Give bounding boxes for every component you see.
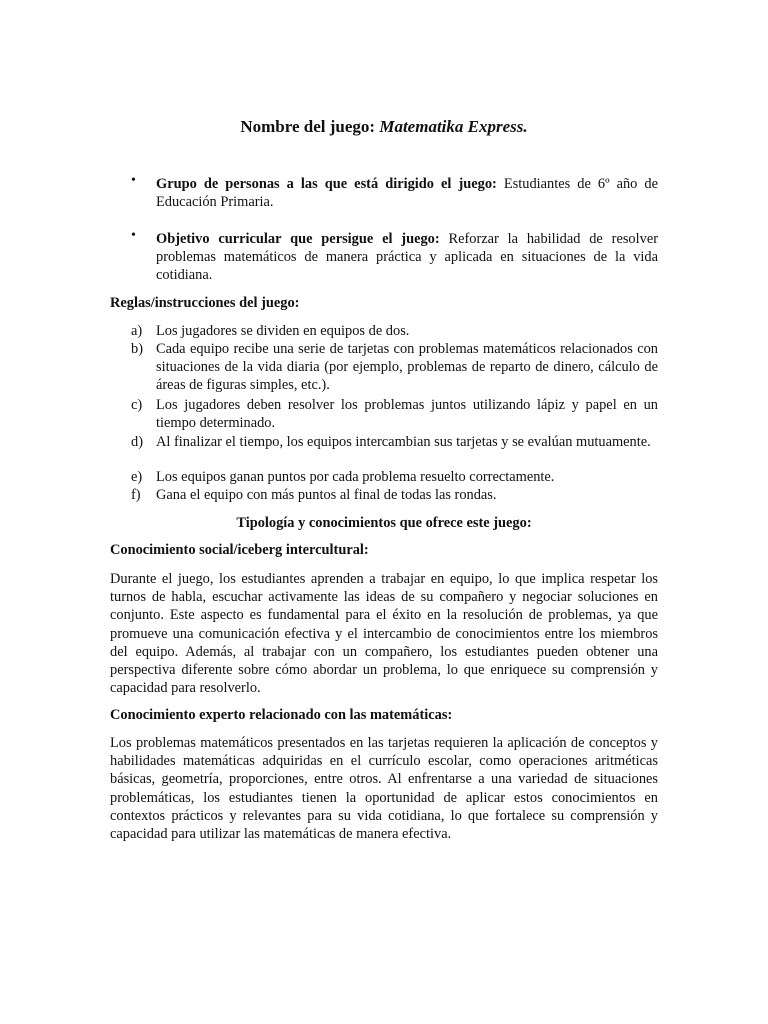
bullet-target-group [156, 175, 658, 211]
bullet-icon: • [131, 173, 136, 188]
typology-heading: Tipología y conocimientos que ofrece este juego: [236, 515, 532, 531]
rules-heading: Reglas/instrucciones del juego: [110, 295, 300, 311]
expert-paragraph: Los problemas matemáticos presentados en las tarjetas requieren la aplicación de conceptos y habilidades matemáticas adquiridas en el currículo escolar, como operaciones aritméticas básicas, geometría, proporciones, entre otros. Al enfrentarse a una variedad de situaciones problemáticas, los estudiantes tienen la oportunidad de aplicar estos conocimientos en contextos prácticos y relevantes para su vida cotidiana, lo que fortalece su comprensión y capacidad para utilizar las matemáticas de manera efectiva. [110, 735, 658, 843]
bullet-text: Reforzar la habilidad de resolver problemas matemáticos de manera práctica y aplicada en situaciones de la vida cotidiana. [156, 231, 658, 284]
list-marker: f) [131, 487, 141, 503]
list-marker: d) [131, 434, 143, 450]
list-marker: c) [131, 397, 143, 413]
game-name: Matematika Express. [379, 117, 528, 136]
document-title [0, 116, 768, 138]
list-item: Los equipos ganan puntos por cada problema resuelto correctamente. [156, 469, 555, 485]
expert-heading: Conocimiento experto relacionado con las matemáticas: [110, 707, 453, 723]
list-marker: a) [131, 323, 143, 339]
bullet-label: Objetivo curricular que persigue el juego: [156, 231, 440, 247]
title-label: Nombre del juego: [240, 117, 380, 136]
list-item: Gana el equipo con más puntos al final de todas las rondas. [156, 487, 497, 503]
list-item: Cada equipo recibe una serie de tarjetas con problemas matemáticos relacionados con situaciones de la vida diaria (por ejemplo, problemas de reparto de dinero, cálculo de áreas de figuras simples, etc.). [156, 341, 658, 394]
bullet-icon: • [131, 228, 136, 243]
list-item: Al finalizar el tiempo, los equipos intercambian sus tarjetas y se evalúan mutuamente. [156, 434, 651, 450]
list-item: Los jugadores deben resolver los problemas juntos utilizando lápiz y papel en un tiempo determinado. [156, 397, 658, 432]
list-marker: e) [131, 469, 143, 485]
bullet-curricular-objective [156, 230, 658, 285]
social-paragraph: Durante el juego, los estudiantes aprenden a trabajar en equipo, lo que implica respetar los turnos de habla, escuchar activamente las ideas de su compañero y negociar soluciones en conjunto. Este aspecto es fundamental para el éxito en la resolución de problemas, ya que promueve una comunicación efectiva y el intercambio de conocimientos entre los miembros del equipo. Además, al trabajar con un compañero, los estudiantes pueden obtener una perspectiva diferente sobre cómo abordar un problema, lo que enriquece su comprensión y capacidad para resolverlo. [110, 571, 658, 697]
bullet-text: Estudiantes de 6º año de Educación Primaria. [156, 176, 658, 211]
list-item: Los jugadores se dividen en equipos de dos. [156, 323, 410, 339]
list-marker: b) [131, 341, 143, 357]
social-heading: Conocimiento social/iceberg intercultural: [110, 542, 369, 558]
bullet-label: Grupo de personas a las que está dirigido el juego: [156, 176, 497, 192]
